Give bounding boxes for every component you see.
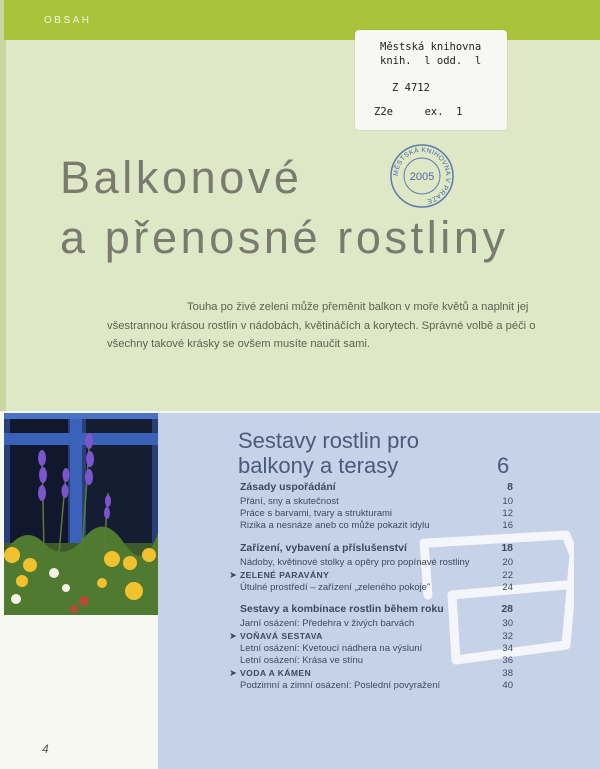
- toc-entry-page: 28: [501, 603, 513, 615]
- title-line-1: Balkonové: [60, 152, 303, 203]
- toc-entry-page: 34: [502, 643, 513, 654]
- toc-entry-page: 8: [507, 481, 513, 493]
- library-card-line: knih. l odd. l: [380, 55, 482, 67]
- page-title: [60, 148, 509, 268]
- toc-entry-title: Rizika a nesnáze aneb co může pokazit idylu: [240, 520, 430, 531]
- toc-entry-page: 38: [502, 668, 513, 679]
- header-bar: [4, 0, 600, 40]
- toc-entry-title: Zařízení, vybavení a příslušenství: [240, 542, 407, 554]
- toc-entry-page: 22: [502, 570, 513, 581]
- page-number: 4: [42, 742, 49, 756]
- toc-entry-title: Letní osázení: Krása ve stínu: [240, 655, 364, 666]
- toc-entry-title: Práce s barvami, tvary a strukturami: [240, 508, 393, 519]
- header-label: OBSAH: [44, 15, 92, 26]
- library-card-line: Městská knihovna: [380, 41, 482, 53]
- toc-entry-title: Podzimní a zimní osázení: Poslední povyražení: [240, 680, 441, 691]
- stamp-year: 2005: [409, 171, 435, 183]
- library-card-line: Z 4712: [392, 82, 430, 94]
- toc-section-title: [238, 428, 419, 478]
- toc-entry-title: Útulné prostředí – zařízení „zeleného pokoje": [240, 582, 431, 593]
- balcony-flowers-photo: [4, 413, 158, 615]
- toc-entry-page: 30: [502, 618, 513, 629]
- toc-section-page: 6: [497, 453, 510, 478]
- toc-entry-title: Nádoby, květinové stolky a opěry pro popínavé rostliny: [240, 557, 470, 568]
- intro-paragraph: Touha po živé zeleni může přeměnit balkon v moře květů a naplnit jej všestrannou krásou rostlin v nádobách, květináčích a korytech. Správné volbě a péči o všechny takové krásky se ovšem musíte naučit sami.: [107, 301, 536, 350]
- toc-section-title-line-2: balkony a terasy: [238, 453, 399, 478]
- pot-outline-icon: [416, 525, 574, 677]
- library-card-line: Z2e ex. 1: [374, 106, 463, 118]
- toc-entry-page: 12: [502, 508, 513, 519]
- toc-entry-page: 20: [502, 557, 513, 568]
- toc-entry-page: 40: [502, 680, 513, 691]
- toc-entry-title: Jarní osázení: Předehra v živých barvách: [240, 618, 415, 629]
- toc-entry-title: ZELENÉ PARAVÁNY: [240, 570, 330, 580]
- toc-entry-title: Přání, sny a skutečnost: [240, 496, 339, 507]
- toc-entry-title: Zásady uspořádání: [240, 481, 336, 493]
- arrow-icon: ➤: [229, 668, 237, 679]
- arrow-icon: ➤: [229, 631, 237, 642]
- toc-entry-title: Sestavy a kombinace rostlin během roku: [240, 603, 444, 615]
- toc-entry-title: VOŇAVÁ SESTAVA: [240, 631, 323, 641]
- toc-entry-title: Letní osázení: Kvetoucí nádhera na výsluní: [240, 643, 423, 654]
- stamp-text: MĚSTSKÁ KNIHOVNA V PRAZE: [392, 146, 452, 205]
- toc-entry-page: 18: [501, 542, 513, 554]
- library-card: [355, 30, 507, 130]
- toc-entry-page: 32: [502, 631, 513, 642]
- toc-section-title-line-1: Sestavy rostlin pro: [238, 428, 419, 453]
- toc-entry-page: 36: [502, 655, 513, 666]
- title-line-2: a přenosné rostliny: [60, 212, 509, 263]
- arrow-icon: ➤: [229, 570, 237, 581]
- toc-entry-page: 10: [502, 496, 513, 507]
- toc-entry-page: 24: [502, 582, 513, 593]
- toc-entry-title: VODA A KÁMEN: [240, 668, 312, 678]
- toc-entry-page: 16: [502, 520, 513, 531]
